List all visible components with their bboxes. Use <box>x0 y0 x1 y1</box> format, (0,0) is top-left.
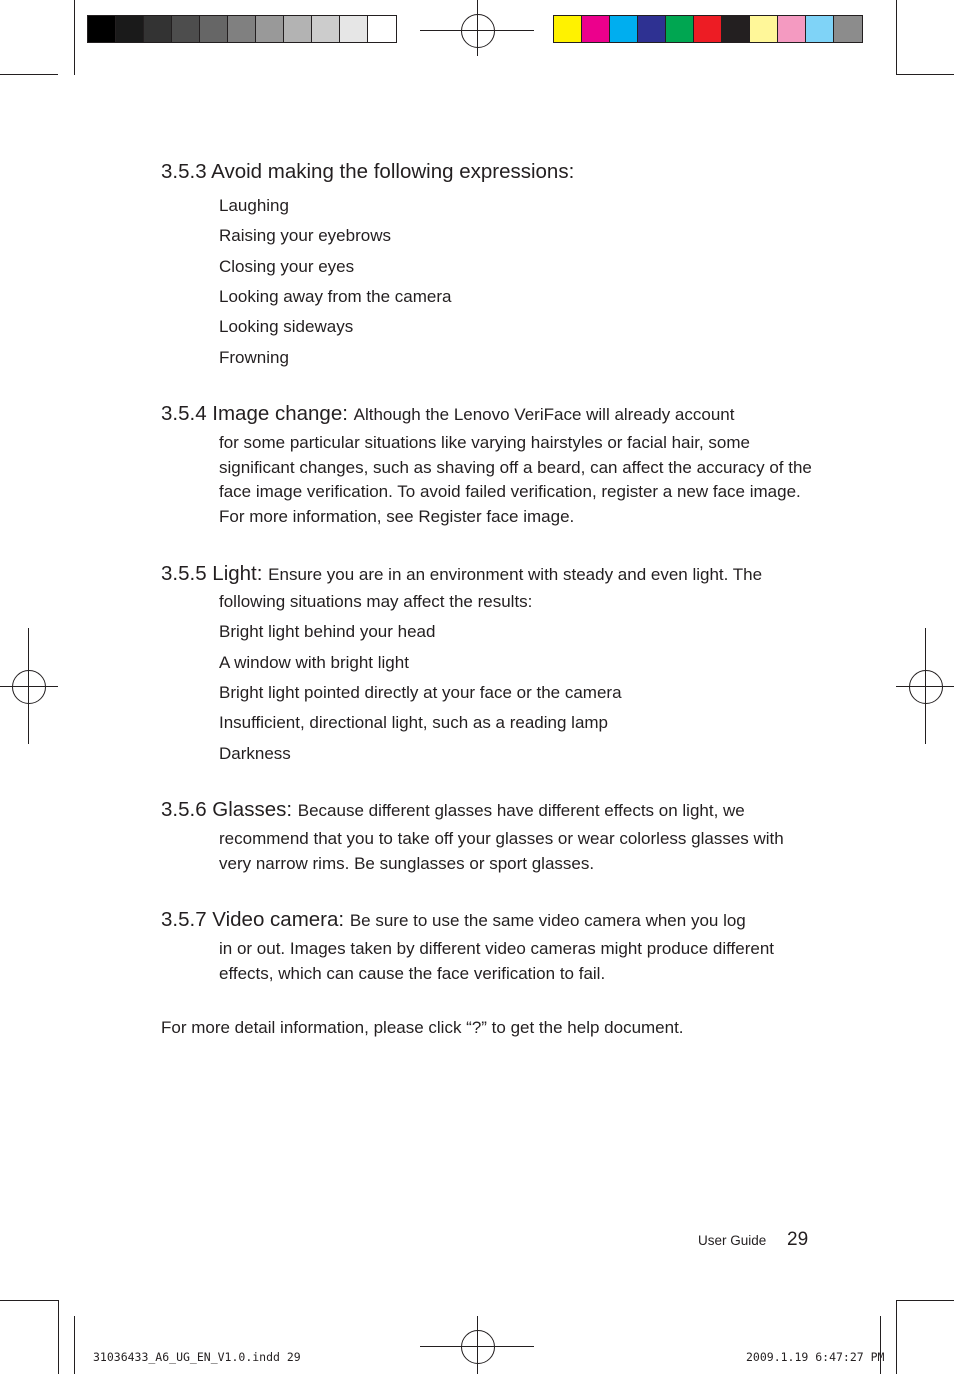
color-swatch <box>284 16 312 42</box>
list-item: Bright light behind your head <box>219 622 436 641</box>
list-item: Bright light pointed directly at your face or the camera <box>219 683 622 702</box>
color-swatch <box>750 16 778 42</box>
list-item: Looking sideways <box>219 317 354 336</box>
heading-image-change <box>161 402 734 426</box>
color-swatch <box>312 16 340 42</box>
heading-first-line: Ensure you are in an environment with steady and even light. The <box>268 565 763 584</box>
color-swatch <box>340 16 368 42</box>
color-swatch <box>200 16 228 42</box>
heading-first-line: Because different glasses have different effects on light, we <box>297 801 745 820</box>
heading-label: 3.5.5 Light: <box>161 562 263 585</box>
color-swatch <box>88 16 116 42</box>
color-swatch <box>368 16 396 42</box>
paragraph-glasses: recommend that you to take off your glasses or wear colorless glasses with very narrow rims. Be sunglasses or sport glasses. <box>219 829 784 873</box>
color-swatch <box>610 16 638 42</box>
heading-label: 3.5.6 Glasses: <box>161 798 293 821</box>
paragraph-light-second-line: following situations may affect the results: <box>219 592 533 611</box>
color-swatch <box>834 16 862 42</box>
color-swatch <box>582 16 610 42</box>
heading-first-line: Although the Lenovo VeriFace will already account <box>353 405 735 424</box>
heading-label: 3.5.7 Video camera: <box>161 908 345 931</box>
heading-glasses <box>161 798 745 822</box>
slug-file-name: 31036433_A6_UG_EN_V1.0.indd 29 <box>93 1350 301 1364</box>
heading-light <box>161 562 762 586</box>
closing-note: For more detail information, please click “?” to get the help document. <box>161 1018 684 1037</box>
color-swatch <box>554 16 582 42</box>
heading-label: 3.5.4 Image change: <box>161 402 348 425</box>
list-item: Darkness <box>219 744 291 763</box>
color-swatch <box>722 16 750 42</box>
list-item: A window with bright light <box>219 653 409 672</box>
slug-timestamp: 2009.1.19 6:47:27 PM <box>746 1350 885 1364</box>
color-swatch <box>638 16 666 42</box>
heading-video-camera <box>161 908 746 932</box>
color-bar <box>553 15 863 43</box>
color-swatch <box>228 16 256 42</box>
list-item: Raising your eyebrows <box>219 226 391 245</box>
color-swatch <box>256 16 284 42</box>
color-swatch <box>666 16 694 42</box>
footer-label: User Guide <box>698 1233 767 1248</box>
list-item: Laughing <box>219 196 289 215</box>
list-item: Closing your eyes <box>219 257 355 276</box>
color-swatch <box>116 16 144 42</box>
list-item: Insufficient, directional light, such as a reading lamp <box>219 713 609 732</box>
grayscale-bar <box>87 15 397 43</box>
color-swatch <box>172 16 200 42</box>
page-number: 29 <box>787 1229 809 1250</box>
list-item: Frowning <box>219 348 289 367</box>
color-swatch <box>806 16 834 42</box>
heading-expressions: 3.5.3 Avoid making the following expressions: <box>161 160 575 183</box>
color-swatch <box>694 16 722 42</box>
list-item: Looking away from the camera <box>219 287 452 306</box>
color-swatch <box>144 16 172 42</box>
paragraph-image-change: for some particular situations like varying hairstyles or facial hair, some significant changes, such as shaving off a beard, can affect the accuracy of the face image verification. To avoid failed verification, register a new face image. For more information, see Register face image. <box>219 433 812 526</box>
color-swatch <box>778 16 806 42</box>
paragraph-video-camera: in or out. Images taken by different video cameras might produce different effects, which can cause the face verification to fail. <box>219 939 775 983</box>
heading-first-line: Be sure to use the same video camera when you log <box>349 911 746 930</box>
